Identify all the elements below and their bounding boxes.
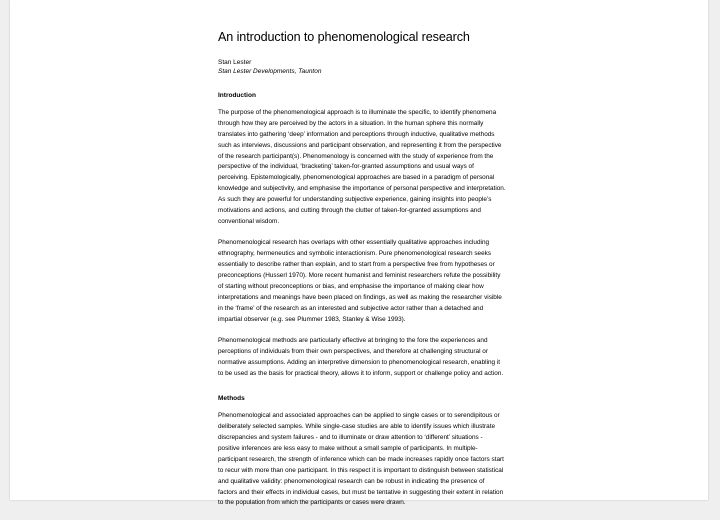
- text-line: impartial observer (e.g. see Plummer 1983, Stanley & Wise 1993).: [218, 315, 406, 323]
- paragraph: [218, 238, 518, 325]
- text-line: positive inferences are less easy to make without a small sample of participants. In multiple-: [218, 444, 478, 452]
- page-content: [218, 30, 518, 520]
- text-line: preconceptions (Husserl 1970). More recent humanist and feminist researchers refute the possibility: [218, 272, 501, 280]
- text-line: to recur with more than one participant. In this respect it is important to distinguish between statistical: [218, 466, 504, 474]
- text-line: such as interviews, discussions and participant observation, and representing it from the perspective: [218, 141, 502, 149]
- document-page: [10, 0, 708, 507]
- text-line: normative assumptions. Adding an interpretive dimension to phenomenological research, enabling it: [218, 359, 501, 367]
- text-line: interpretations and meanings have been placed on findings, as well as making the researcher visible: [218, 293, 502, 301]
- text-line: of starting without preconceptions or bias, and emphasise the importance of making clear how: [218, 283, 484, 291]
- text-line: participant research, the strength of inference which can be made increases rapidly once factors start: [218, 455, 504, 463]
- text-line: in the ‘frame’ of the research as an interested and subjective actor rather than a detached and: [218, 304, 484, 312]
- author-affiliation: Stan Lester Developments, Taunton: [218, 68, 322, 76]
- text-line: conventional wisdom.: [218, 217, 280, 225]
- text-line: translates into gathering ‘deep’ information and perceptions through inductive, qualitative methods: [218, 130, 495, 138]
- text-line: factors and their effects in individual cases, but must be tentative in suggesting their extent in relation: [218, 488, 504, 496]
- text-line: perceptions of individuals from their own perspectives, and therefore at challenging structural or: [218, 348, 488, 356]
- text-line: ethnography, hermeneutics and symbolic interactionism. Pure phenomenological research seeks: [218, 250, 492, 258]
- text-line: to the population from which the participants or cases were drawn.: [218, 499, 406, 507]
- text-line: to be used as the basis for practical theory, allows it to inform, support or challenge policy and action.: [218, 370, 504, 378]
- paragraph: [218, 336, 518, 380]
- document-title: An introduction to phenomenological research: [218, 30, 470, 44]
- text-line: The purpose of the phenomenological approach is to illuminate the specific, to identify phenomena: [218, 108, 497, 116]
- author-name: Stan Lester: [218, 59, 252, 66]
- text-line: Phenomenological research has overlaps with other essentially qualitative approaches including: [218, 239, 490, 247]
- text-line: of the research participant(s). Phenomenology is concerned with the study of experience from the: [218, 152, 494, 160]
- text-line: essentially to describe rather than explain, and to start from a perspective free from hypotheses or: [218, 261, 495, 269]
- text-line: perspective of the individual, ‘bracketing’ taken-for-granted assumptions and usual ways of: [218, 163, 474, 171]
- paragraph: [218, 411, 518, 509]
- text-line: As such they are powerful for understanding subjective experience, gaining insights into people’s: [218, 196, 492, 204]
- document-body: [218, 91, 518, 510]
- section-heading: Methods: [218, 394, 245, 402]
- text-line: through how they are perceived by the actors in a situation. In the human sphere this normally: [218, 119, 484, 127]
- text-line: Phenomenological and associated approaches can be applied to single cases or to serendipitous or: [218, 412, 500, 420]
- text-line: and qualitative validity: phenomenological research can be robust in indicating the presence of: [218, 477, 485, 485]
- section-heading: Introduction: [218, 91, 256, 99]
- text-line: motivations and actions, and cutting through the clutter of taken-for-granted assumptions and: [218, 207, 481, 215]
- paragraph: [218, 108, 518, 228]
- text-line: perceiving. Epistemologically, phenomenological approaches are based in a paradigm of personal: [218, 174, 495, 182]
- text-line: discrepancies and system failures - and to illuminate or draw attention to ‘different’ situations -: [218, 434, 483, 442]
- text-line: knowledge and subjectivity, and emphasise the importance of personal perspective and interpretation.: [218, 185, 506, 193]
- text-line: Phenomenological methods are particularly effective at bringing to the fore the experiences and: [218, 337, 488, 345]
- text-line: deliberately selected samples. While single-case studies are able to identify issues which illustrate: [218, 423, 496, 431]
